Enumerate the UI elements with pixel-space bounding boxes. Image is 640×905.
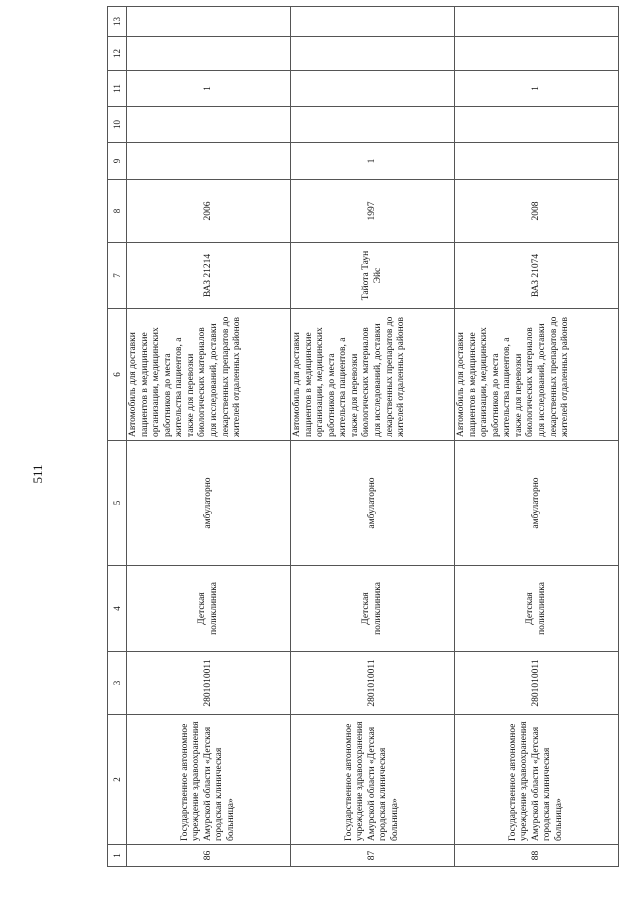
vehicle-model-cell: Тайота Таун Эйс — [291, 243, 455, 309]
table-row — [127, 7, 291, 867]
vehicles-table — [107, 6, 619, 867]
column-number: 3 — [108, 652, 127, 715]
column-number: 6 — [108, 309, 127, 441]
purpose-cell: Автомобиль для доставки пациентов в медицинские организации, медицинских работников до места жительства пациентов, а также для перевозки биологических материалов для исследований, доставки лекарственных препаратов до жителей отдаленных районов — [291, 309, 455, 441]
column-number: 4 — [108, 566, 127, 652]
care-mode-cell: амбулаторно — [455, 441, 619, 566]
page-number: 511 — [30, 464, 45, 484]
col10-cell — [291, 107, 455, 143]
year-cell: 2006 — [127, 180, 291, 243]
col10-cell — [455, 107, 619, 143]
organization-cell: Государственное автономное учреждение здравоохранения Амурской области «Детская городская клиническая больница» — [291, 715, 455, 845]
col11-cell: 1 — [127, 71, 291, 107]
unit-cell: Детская поликлиника — [455, 566, 619, 652]
col10-cell — [127, 107, 291, 143]
column-number: 8 — [108, 180, 127, 243]
organization-cell: Государственное автономное учреждение здравоохранения Амурской области «Детская городская клиническая больница» — [455, 715, 619, 845]
code-cell: 2801010011 — [455, 652, 619, 715]
col9-cell: 1 — [291, 143, 455, 180]
row-number: 87 — [291, 845, 455, 867]
col13-cell — [127, 7, 291, 37]
vehicle-model-cell: ВАЗ 21214 — [127, 243, 291, 309]
organization-cell: Государственное автономное учреждение здравоохранения Амурской области «Детская городская клиническая больница» — [127, 715, 291, 845]
column-number: 13 — [108, 7, 127, 37]
col9-cell — [127, 143, 291, 180]
col12-cell — [455, 37, 619, 71]
care-mode-cell: амбулаторно — [291, 441, 455, 566]
col9-cell — [455, 143, 619, 180]
care-mode-cell: амбулаторно — [127, 441, 291, 566]
year-cell: 1997 — [291, 180, 455, 243]
table-row — [455, 7, 619, 867]
column-number: 1 — [108, 845, 127, 867]
purpose-cell: Автомобиль для доставки пациентов в медицинские организации, медицинских работников до места жительства пациентов, а также для перевозки биологических материалов для исследований, доставки лекарственных препаратов до жителей отдаленных районов — [127, 309, 291, 441]
row-number: 86 — [127, 845, 291, 867]
code-cell: 2801010011 — [127, 652, 291, 715]
year-cell: 2008 — [455, 180, 619, 243]
column-number: 9 — [108, 143, 127, 180]
purpose-cell: Автомобиль для доставки пациентов в медицинские организации, медицинских работников до места жительства пациентов, а также для перевозки биологических материалов для исследований, доставки лекарственных препаратов до жителей отдаленных районов — [455, 309, 619, 441]
column-number: 12 — [108, 37, 127, 71]
col13-cell — [291, 7, 455, 37]
rotated-table-frame — [107, 17, 619, 867]
unit-cell: Детская поликлиника — [291, 566, 455, 652]
column-number-row — [108, 7, 127, 867]
rotated-table-area — [107, 17, 619, 867]
col13-cell — [455, 7, 619, 37]
unit-cell: Детская поликлиника — [127, 566, 291, 652]
col11-cell: 1 — [455, 71, 619, 107]
code-cell: 2801010011 — [291, 652, 455, 715]
row-number: 88 — [455, 845, 619, 867]
table-row — [291, 7, 455, 867]
column-number: 7 — [108, 243, 127, 309]
column-number: 10 — [108, 107, 127, 143]
col12-cell — [291, 37, 455, 71]
column-number: 5 — [108, 441, 127, 566]
vehicle-model-cell: ВАЗ 21074 — [455, 243, 619, 309]
col12-cell — [127, 37, 291, 71]
column-number: 11 — [108, 71, 127, 107]
col11-cell — [291, 71, 455, 107]
column-number: 2 — [108, 715, 127, 845]
